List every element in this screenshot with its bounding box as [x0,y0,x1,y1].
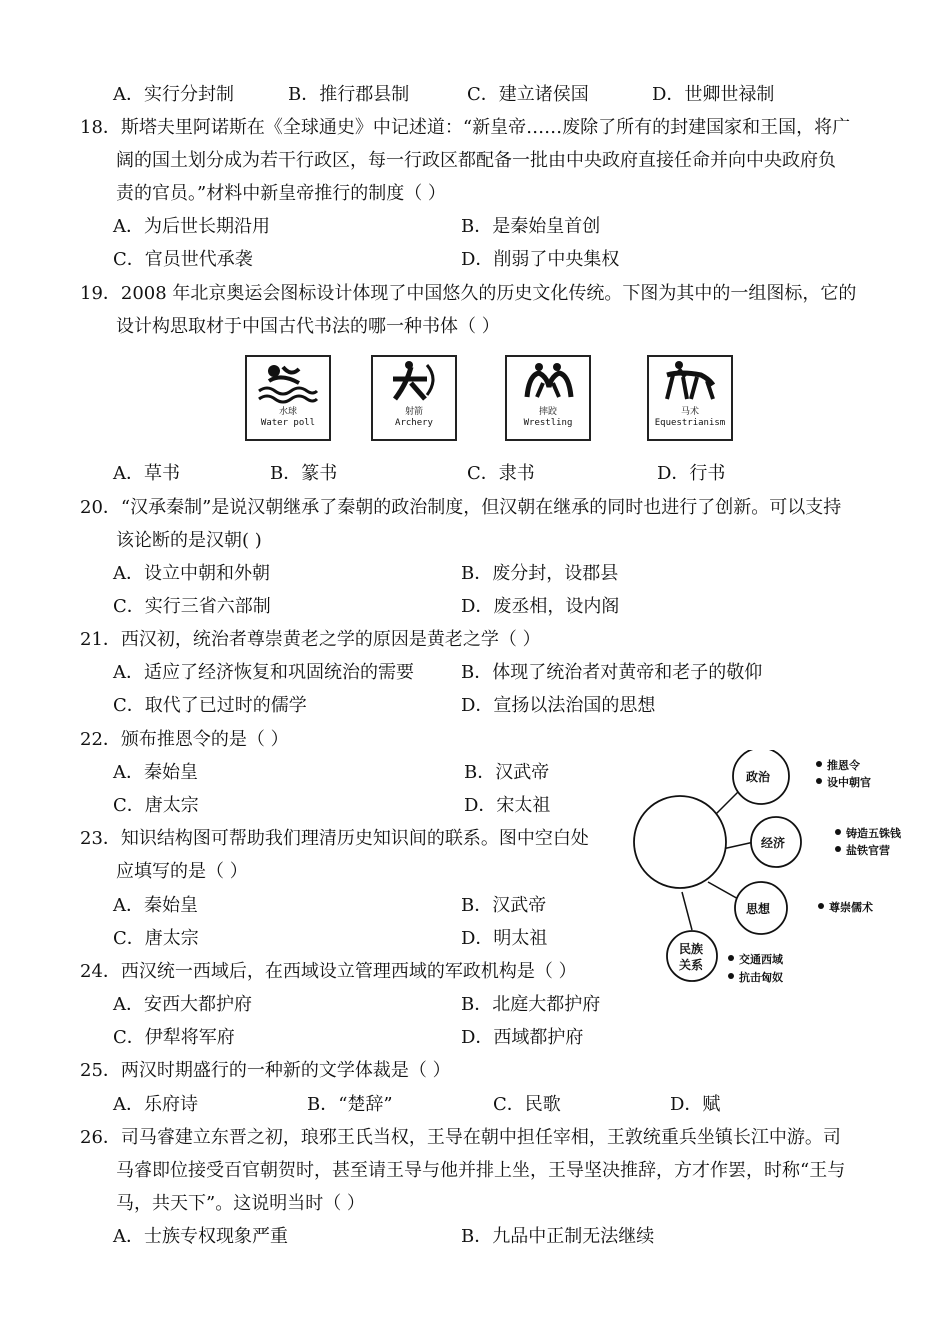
q20-option-d: D．废丞相，设内阁 [461,596,620,617]
q20-option-b: B．废分封，设郡县 [461,563,619,584]
pictogram-en-label: Archery [395,418,433,428]
q26-stem-line: 26．司马睿建立东晋之初，琅邪王氏当权，王导在朝中担任宰相，王敦统重兵坐镇长江中游。司 [80,1127,841,1148]
pictogram-cn-label: 射箭 [404,407,423,417]
q20-stem-line: 20．“汉承秦制”是说汉朝继承了秦朝的政治制度，但汉朝在继承的同时也进行了创新。可以支持 [80,497,842,518]
water-polo-pictogram [245,355,331,441]
equestrian-icon [649,357,731,407]
economy-label: 经济 [761,836,786,850]
ethnic-label-line2: 关系 [679,958,704,972]
q26-option-b: B．九品中正制无法继续 [461,1226,655,1247]
diagram-item: 交通西域 [739,953,783,966]
pictogram-cn-label: 马术 [680,407,699,417]
q18-option-a: A．为后世长期沿用 [113,216,270,237]
knowledge-structure-diagram [630,750,930,995]
q23-option-c: C．唐太宗 [113,928,199,949]
diagram-item: 抗击匈奴 [739,971,783,984]
q21-option-b: B．体现了统治者对黄帝和老子的敬仰 [461,662,763,683]
q21-option-a: A．适应了经济恢复和巩固统治的需要 [113,662,414,683]
pictogram-cn-label: 水球 [278,407,297,417]
q24-option-b: B．北庭大都护府 [461,994,601,1015]
pictogram-en-label: Equestrianism [654,418,726,428]
q18-option-d: D．削弱了中央集权 [461,249,620,270]
q20-stem-line: 该论断的是汉朝( ) [116,530,262,551]
q19-stem-line: 设计构思取材于中国古代书法的哪一种书体（ ） [116,316,500,337]
q25-stem-line: 25．两汉时期盛行的一种新的文学体裁是（ ） [80,1060,451,1081]
q20-option-c: C．实行三省六部制 [113,596,271,617]
q22-option-d: D．宋太祖 [464,795,551,816]
q18-option-b: B．是秦始皇首创 [461,216,601,237]
q19-option-d: D．行书 [657,463,726,484]
diagram-item: 推恩令 [827,759,860,772]
archery-pictogram [371,355,457,441]
q21-stem-line: 21．西汉初，统治者尊崇黄老之学的原因是黄老之学（ ） [80,629,541,650]
center-blank-circle [634,796,726,888]
archery-icon [373,357,455,407]
ethnic-label-line1: 民族 [679,942,704,956]
q26-stem-line: 马睿即位接受百官朝贺时，甚至请王导与他并排上坐，王导坚决推辞，方才作罢，时称“王与 [116,1160,846,1181]
q17-option-b: B．推行郡县制 [288,84,410,105]
q22-option-a: A．秦始皇 [113,762,198,783]
politics-label: 政治 [746,770,771,784]
pictogram-en-label: Water poll [260,418,316,428]
q23-stem-line: 应填写的是（ ） [116,861,248,882]
q26-option-a: A．士族专权现象严重 [113,1226,288,1247]
q22-stem-line: 22．颁布推恩令的是（ ） [80,729,289,750]
q17-option-d: D．世卿世禄制 [652,84,775,105]
q24-stem-line: 24．西汉统一西域后，在西域设立管理西域的军政机构是（ ） [80,961,577,982]
q21-option-c: C．取代了已过时的儒学 [113,695,307,716]
water-polo-icon [247,357,329,407]
thought-label: 思想 [746,902,771,916]
q21-option-d: D．宣扬以法治国的思想 [461,695,656,716]
q25-option-b: B．“楚辞” [307,1094,393,1115]
q18-stem-line: 阔的国土划分成为若干行政区，每一行政区都配备一批由中央政府直接任命并向中央政府负 [116,150,836,171]
q19-stem-line: 19．2008 年北京奥运会图标设计体现了中国悠久的历史文化传统。下图为其中的一组图标，它的 [80,283,857,304]
q23-option-d: D．明太祖 [461,928,548,949]
q26-stem-line: 马，共天下”。这说明当时（ ） [116,1193,365,1214]
q25-option-d: D．赋 [670,1094,721,1115]
diagram-item: 盐铁官营 [846,844,890,857]
q23-option-a: A．秦始皇 [113,895,198,916]
q18-option-c: C．官员世代承袭 [113,249,253,270]
q18-stem-line: 18．斯塔夫里阿诺斯在《全球通史》中记述道：“新皇帝……废除了所有的封建国家和王国，将广 [80,117,851,138]
diagram-item: 尊崇儒术 [829,901,873,914]
wrestling-icon [507,357,589,407]
equestrian-pictogram [647,355,733,441]
q24-option-c: C．伊犁将军府 [113,1027,235,1048]
diagram-item: 铸造五铢钱 [846,827,901,840]
q19-option-a: A．草书 [113,463,180,484]
q19-option-b: B．篆书 [270,463,338,484]
q20-option-a: A．设立中朝和外朝 [113,563,270,584]
pictogram-en-label: Wrestling [523,418,573,428]
wrestling-pictogram [505,355,591,441]
q17-option-a: A．实行分封制 [113,84,234,105]
q23-option-b: B．汉武帝 [461,895,547,916]
pictogram-cn-label: 摔跤 [538,407,557,417]
olympic-pictogram-group [243,355,743,445]
q25-option-c: C．民歌 [493,1094,561,1115]
q22-option-b: B．汉武帝 [464,762,550,783]
q24-option-a: A．安西大都护府 [113,994,252,1015]
q24-option-d: D．西域都护府 [461,1027,584,1048]
q25-option-a: A．乐府诗 [113,1094,198,1115]
q17-option-c: C．建立诸侯国 [467,84,589,105]
q22-option-c: C．唐太宗 [113,795,199,816]
q19-option-c: C．隶书 [467,463,535,484]
diagram-item: 设中朝官 [827,776,871,789]
q23-stem-line: 23．知识结构图可帮助我们理清历史知识间的联系。图中空白处 [80,828,589,849]
q18-stem-line: 责的官员。”材料中新皇帝推行的制度（ ） [116,183,446,204]
